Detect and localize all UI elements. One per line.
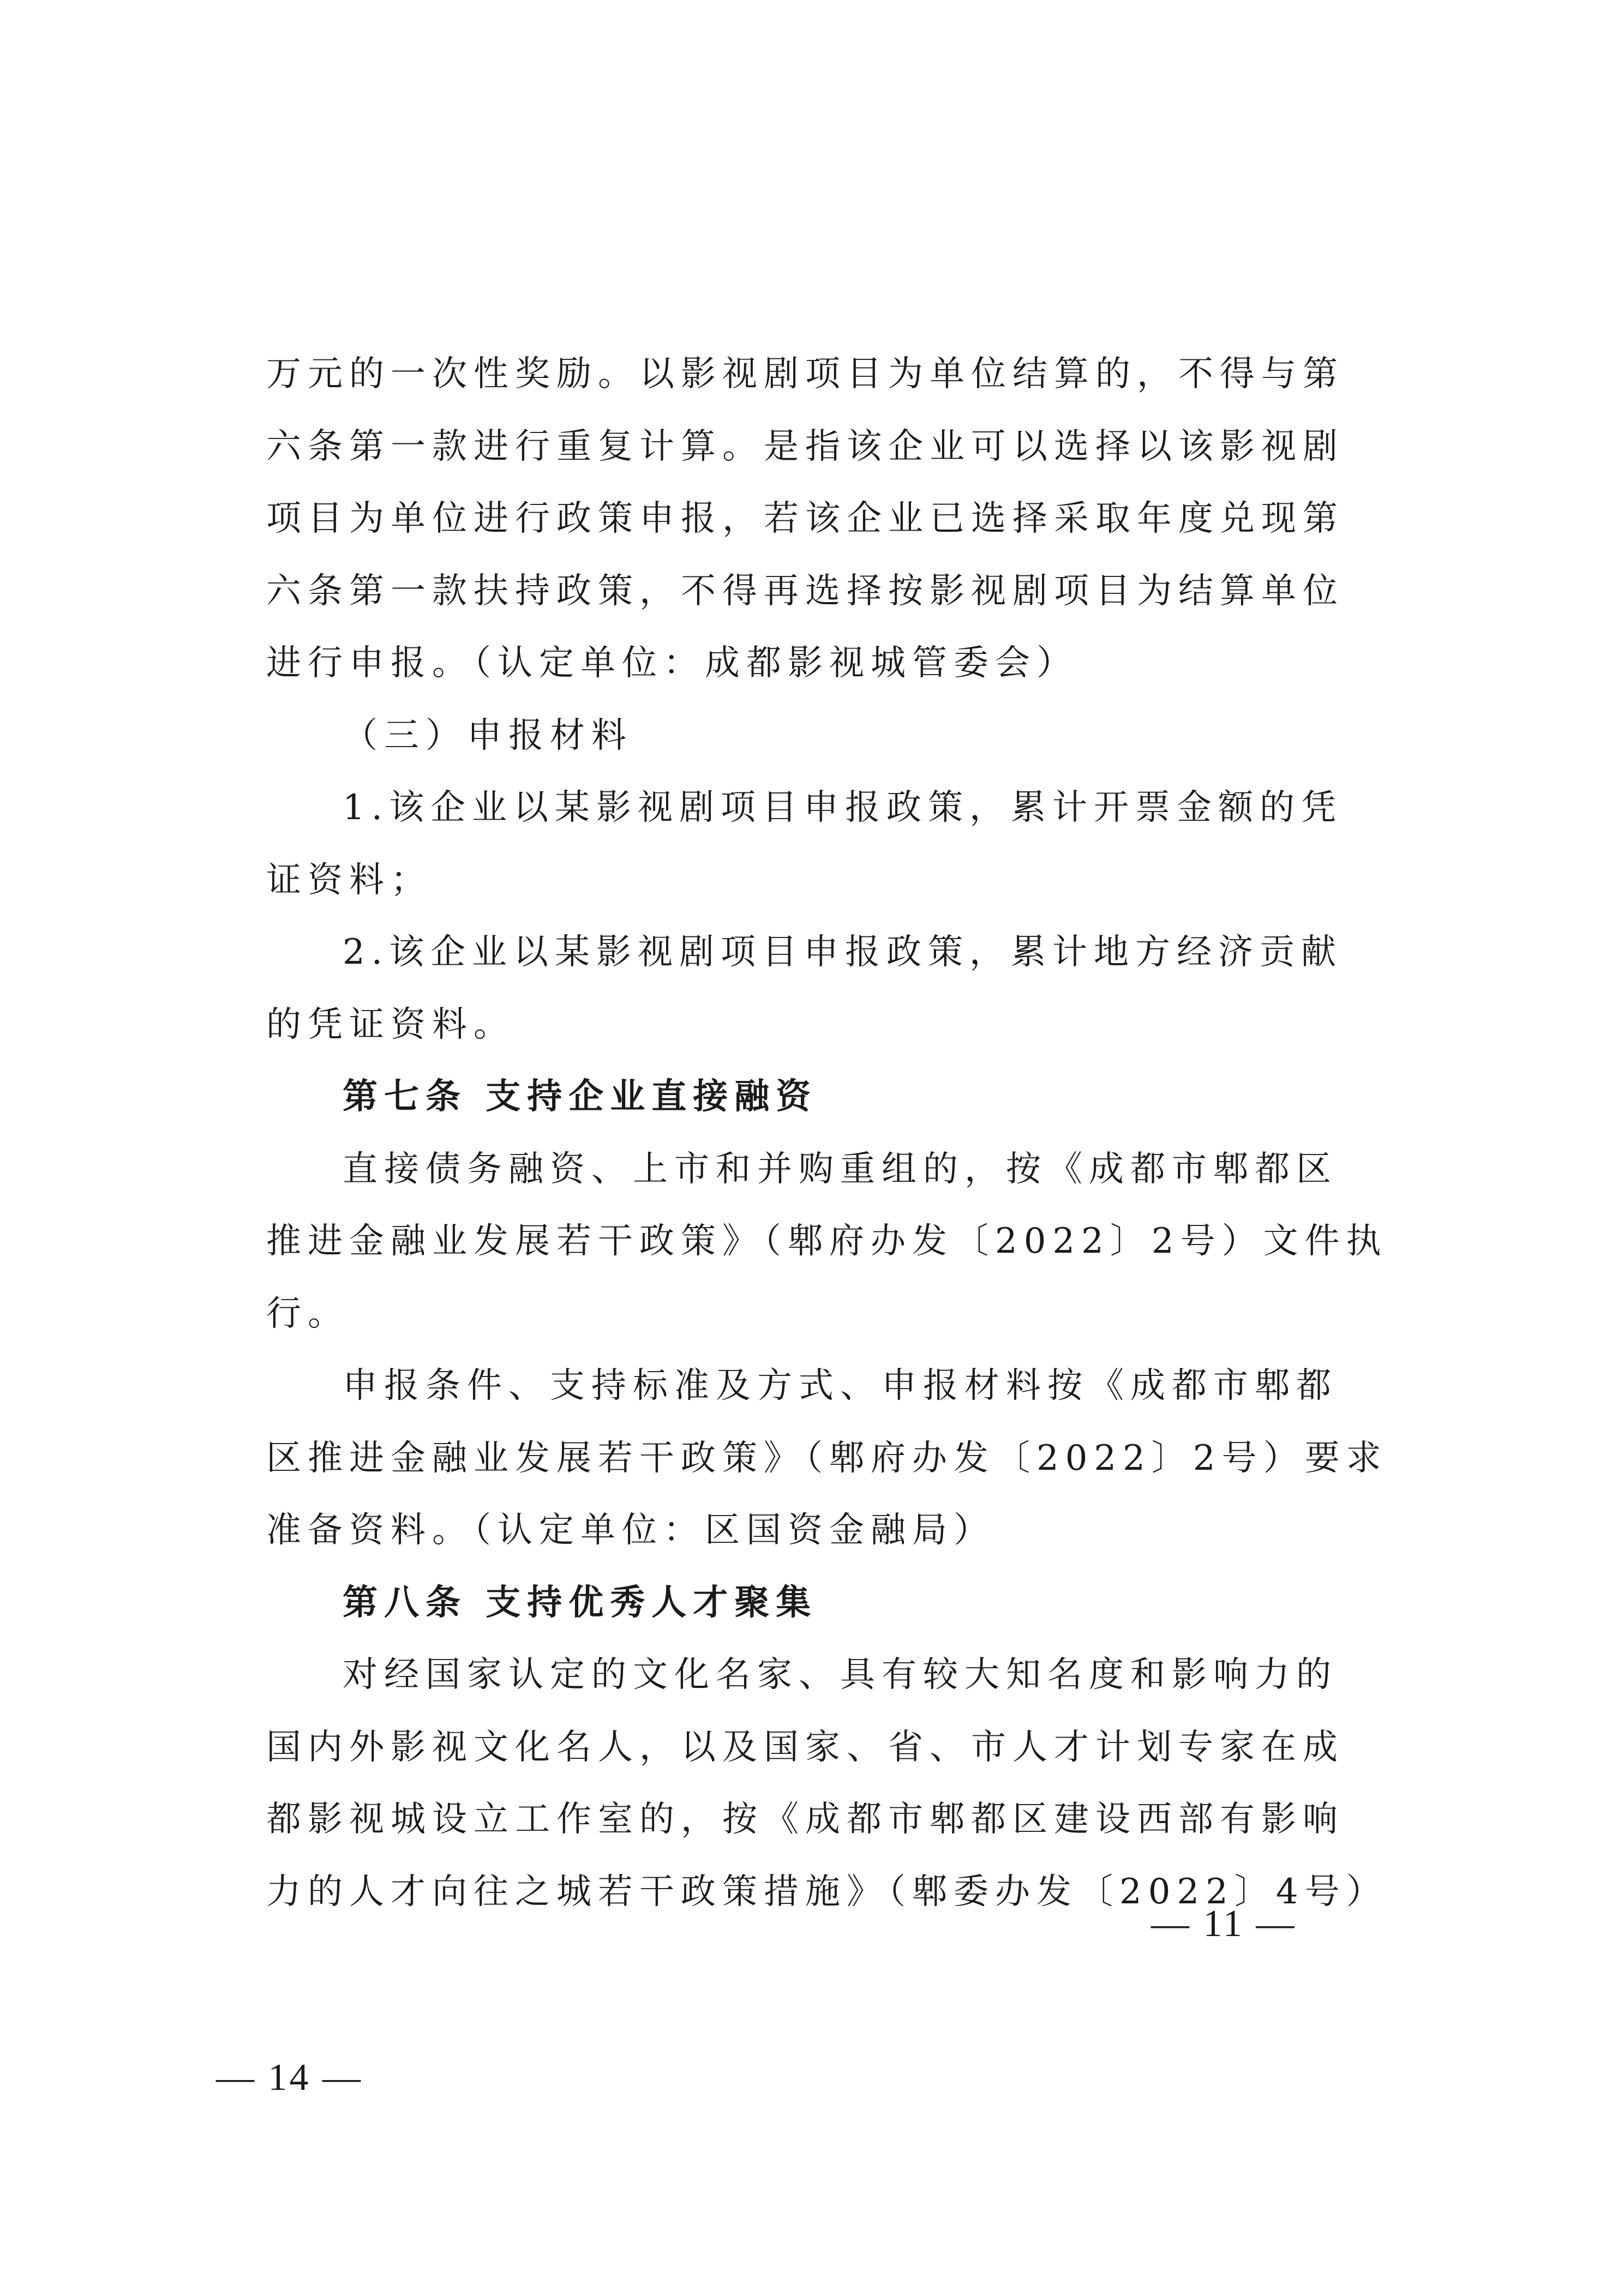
list-item: 2.该企业以某影视剧项目申报政策，累计地方经济贡献 bbox=[343, 932, 1343, 972]
body-line: 证资料； bbox=[266, 860, 432, 900]
body-line: 准备资料。（认定单位：区国资金融局） bbox=[266, 1510, 995, 1550]
body-line: 六条第一款进行重复计算。是指该企业可以选择以该影视剧 bbox=[266, 426, 1344, 467]
article-heading: 第八条 支持优秀人才聚集 bbox=[343, 1582, 818, 1623]
body-line: 进行申报。（认定单位：成都影视城管委会） bbox=[266, 643, 1078, 683]
subsection-heading: （三）申报材料 bbox=[343, 715, 633, 756]
body-line: 对经国家认定的文化名家、具有较大知名度和影响力的 bbox=[343, 1655, 1338, 1695]
body-line: 的凭证资料。 bbox=[266, 1004, 515, 1045]
body-line: 力的人才向往之城若干政策措施》（郫委办发〔2022〕4号） bbox=[266, 1871, 1388, 1912]
body-line: 万元的一次性奖励。以影视剧项目为单位结算的，不得与第 bbox=[266, 354, 1344, 394]
body-line: 行。 bbox=[266, 1293, 349, 1334]
body-line: 六条第一款扶持政策，不得再选择按影视剧项目为结算单位 bbox=[266, 570, 1344, 611]
inner-page-number: — 11 — bbox=[1151, 1903, 1297, 1945]
list-item: 1.该企业以某影视剧项目申报政策，累计开票金额的凭 bbox=[343, 788, 1343, 828]
body-line: 项目为单位进行政策申报，若该企业已选择采取年度兑现第 bbox=[266, 498, 1344, 539]
body-line: 直接债务融资、上市和并购重组的，按《成都市郫都区 bbox=[343, 1149, 1338, 1189]
article-heading: 第七条 支持企业直接融资 bbox=[343, 1077, 818, 1117]
body-line: 国内外影视文化名人，以及国家、省、市人才计划专家在成 bbox=[266, 1727, 1344, 1768]
body-line: 都影视城设立工作室的，按《成都市郫都区建设西部有影响 bbox=[266, 1799, 1344, 1840]
document-body bbox=[266, 338, 1388, 1928]
outer-page-number: — 14 — bbox=[216, 2057, 363, 2099]
body-line: 申报条件、支持标准及方式、申报材料按《成都市郫都 bbox=[343, 1366, 1338, 1406]
body-line: 区推进金融业发展若干政策》（郫府办发〔2022〕2号）要求 bbox=[266, 1438, 1388, 1478]
body-line: 推进金融业发展若干政策》（郫府办发〔2022〕2号）文件执 bbox=[266, 1221, 1388, 1261]
